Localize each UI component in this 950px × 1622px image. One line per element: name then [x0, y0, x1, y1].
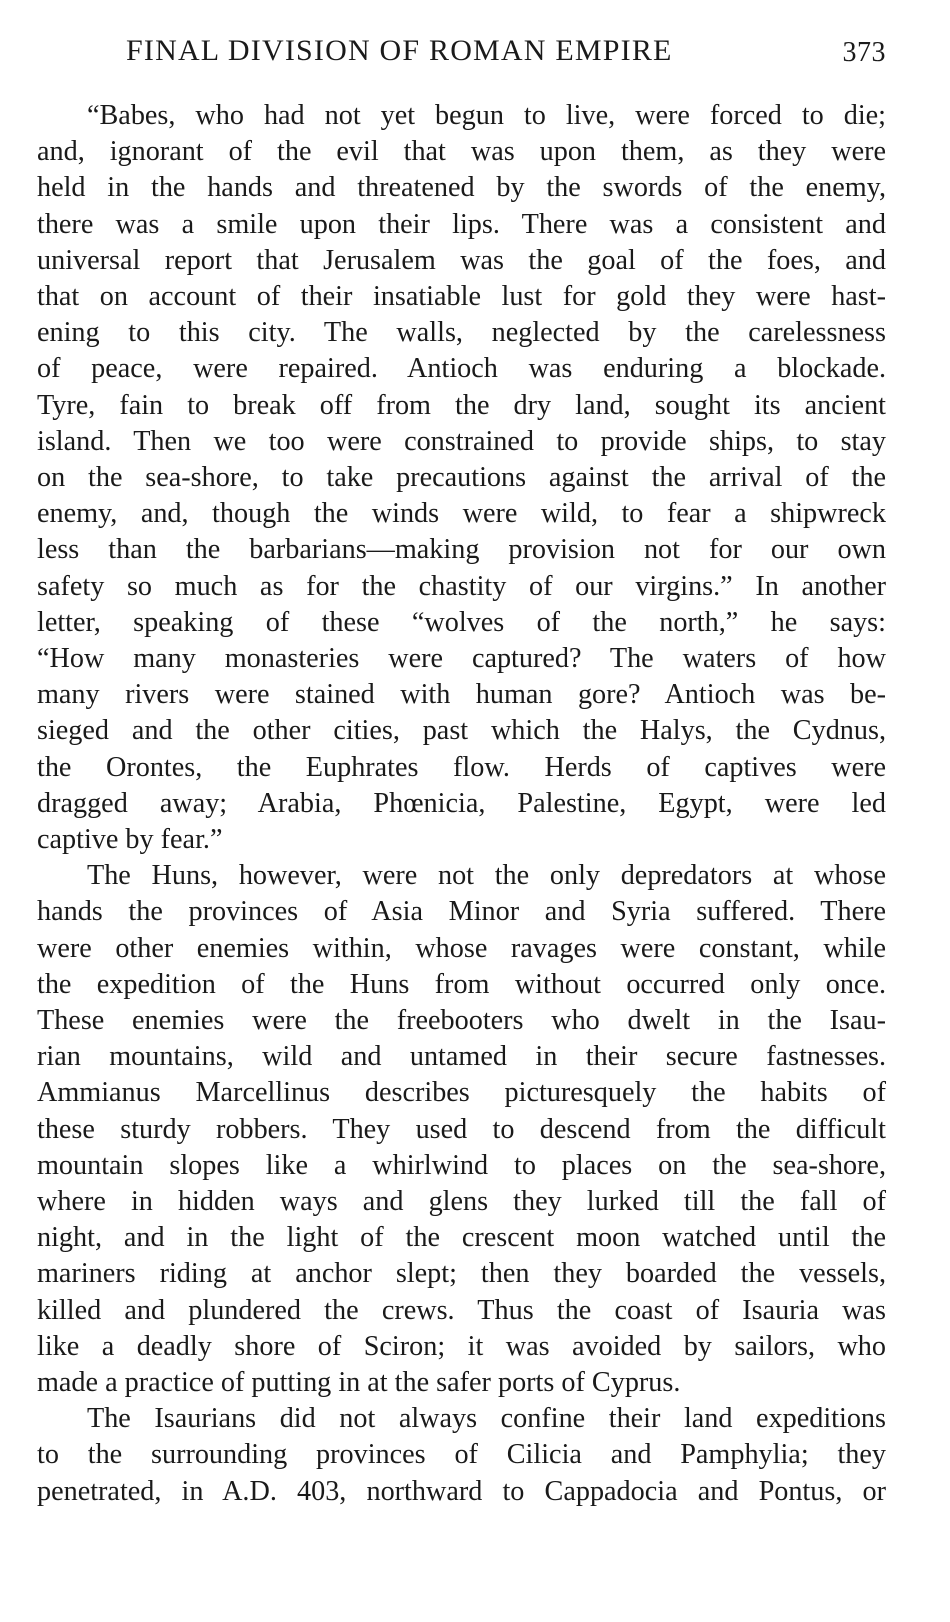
text-line: on the sea-shore, to take precautions against the arrival of the	[37, 462, 886, 493]
page-header	[36, 34, 886, 74]
text-line: many rivers were stained with human gore? Antioch was be-	[37, 679, 886, 711]
text-line: universal report that Jerusalem was the goal of the foes, and	[37, 244, 886, 276]
text-line: less than the barbarians—making provision not for our own	[37, 534, 886, 566]
text-line: dragged away; Arabia, Phœnicia, Palestine, Egypt, were led	[37, 787, 886, 819]
text-line: like a deadly shore of Sciron; it was avoided by sailors, who	[37, 1330, 886, 1362]
text-line: held in the hands and threatened by the swords of the enemy,	[37, 172, 886, 204]
text-line: to the surrounding provinces of Cilicia and Pamphylia; they	[37, 1439, 886, 1471]
text-line: “How many monasteries were captured? The waters of how	[37, 643, 886, 674]
text-line: safety so much as for the chastity of our virgins.” In another	[37, 570, 886, 602]
text-line: island. Then we too were constrained to provide ships, to stay	[37, 425, 886, 457]
text-line: ening to this city. The walls, neglected by the carelessness	[37, 317, 886, 349]
running-title: FINAL DIVISION OF ROMAN EMPIRE	[126, 34, 673, 67]
text-line: these sturdy robbers. They used to descend from the difficult	[37, 1113, 886, 1145]
text-line: Ammianus Marcellinus describes picturesquely the habits of	[37, 1077, 886, 1109]
text-line: there was a smile upon their lips. There was a consistent and	[37, 208, 886, 240]
text-line: letter, speaking of these “wolves of the north,” he says:	[37, 606, 886, 638]
text-line: penetrated, in A.D. 403, northward to Cappadocia and Pontus, or	[37, 1475, 886, 1507]
text-line: killed and plundered the crews. Thus the coast of Isauria was	[37, 1294, 886, 1326]
text-line: The Isaurians did not always confine their land expeditions	[87, 1403, 886, 1435]
text-line: the Orontes, the Euphrates flow. Herds of captives were	[37, 751, 886, 783]
text-line: made a practice of putting in at the safer ports of Cyprus.	[37, 1367, 681, 1398]
page-number: 373	[842, 37, 886, 68]
text-line: the expedition of the Huns from without occurred only once.	[37, 968, 886, 1000]
text-line: mariners riding at anchor slept; then they boarded the vessels,	[37, 1258, 886, 1290]
text-line: of peace, were repaired. Antioch was enduring a blockade.	[37, 353, 886, 385]
text-line: hands the provinces of Asia Minor and Syria suffered. There	[37, 896, 886, 928]
text-line: night, and in the light of the crescent moon watched until the	[37, 1222, 886, 1254]
text-line: and, ignorant of the evil that was upon them, as they were	[37, 136, 886, 168]
text-line: The Huns, however, were not the only depredators at whose	[87, 860, 886, 892]
text-line: where in hidden ways and glens they lurked till the fall of	[37, 1186, 886, 1217]
text-line: captive by fear.”	[37, 824, 223, 855]
text-line: that on account of their insatiable lust for gold they were hast-	[37, 281, 886, 312]
text-line: rian mountains, wild and untamed in their secure fastnesses.	[37, 1041, 886, 1073]
text-line: sieged and the other cities, past which the Halys, the Cydnus,	[37, 715, 886, 747]
text-line: These enemies were the freebooters who dwelt in the Isau-	[37, 1005, 886, 1036]
text-line: “Babes, who had not yet begun to live, were forced to die;	[87, 100, 886, 131]
text-line: Tyre, fain to break off from the dry land, sought its ancient	[37, 389, 886, 421]
text-line: were other enemies within, whose ravages were constant, while	[37, 932, 886, 964]
text-line: enemy, and, though the winds were wild, to fear a shipwreck	[37, 498, 886, 530]
text-line: mountain slopes like a whirlwind to places on the sea-shore,	[37, 1149, 886, 1181]
